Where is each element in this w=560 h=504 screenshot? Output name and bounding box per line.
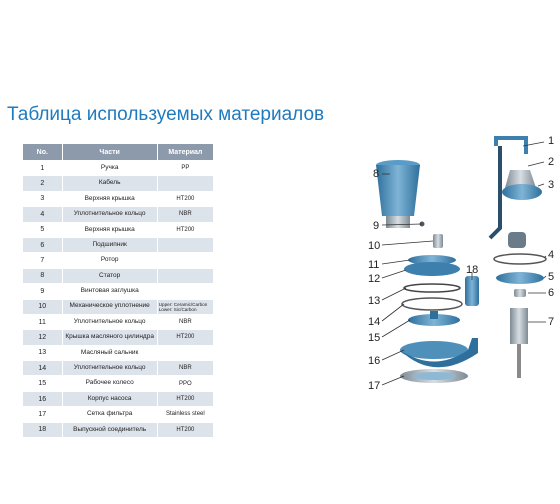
row-number: 15 xyxy=(23,376,63,391)
callout-17: 17 xyxy=(368,380,381,392)
row-number: 8 xyxy=(23,268,63,283)
callout-9: 9 xyxy=(373,220,380,232)
callout-12: 12 xyxy=(368,273,381,285)
table-row xyxy=(23,361,214,376)
row-part: Винтовая заглушка xyxy=(62,284,157,299)
part-5-top-cover xyxy=(496,272,544,284)
callout-3: 3 xyxy=(548,179,555,191)
row-part: Верхняя крышка xyxy=(62,191,157,206)
row-number: 6 xyxy=(23,237,63,252)
row-material: NBR xyxy=(157,361,213,376)
table-row xyxy=(23,391,214,406)
header-no: No. xyxy=(23,144,63,161)
table-row xyxy=(23,422,214,437)
row-number: 17 xyxy=(23,407,63,422)
table-row xyxy=(23,253,214,268)
header-material: Материал xyxy=(157,144,213,161)
row-part: Верхняя крышка xyxy=(62,222,157,237)
row-number: 5 xyxy=(23,222,63,237)
table-row xyxy=(23,207,214,222)
table-row xyxy=(23,191,214,206)
row-part: Рабочее колесо xyxy=(62,376,157,391)
row-part: Выпускной соединитель xyxy=(62,422,157,437)
callout-7: 7 xyxy=(548,316,555,328)
row-part: Ручка xyxy=(62,161,157,176)
row-part: Сетка фильтра xyxy=(62,407,157,422)
row-material: HT200 xyxy=(157,191,213,206)
part-8-stator-casing xyxy=(376,160,425,228)
table-row xyxy=(23,407,214,422)
row-material: HT200 xyxy=(157,422,213,437)
row-material xyxy=(157,176,213,191)
callout-1: 1 xyxy=(548,135,555,147)
callout-18: 18 xyxy=(466,264,479,276)
table-row xyxy=(23,345,214,360)
row-number: 2 xyxy=(23,176,63,191)
part-6-bearing xyxy=(514,289,526,297)
row-number: 4 xyxy=(23,207,63,222)
callout-8: 8 xyxy=(373,168,380,180)
row-number: 13 xyxy=(23,345,63,360)
row-part: Уплотнительное кольцо xyxy=(62,361,157,376)
table-row xyxy=(23,299,214,314)
table-row xyxy=(23,176,214,191)
callout-5: 5 xyxy=(548,271,555,283)
page-title: Таблица используемых материалов xyxy=(7,104,325,125)
table-row xyxy=(23,268,214,283)
row-number: 11 xyxy=(23,314,63,329)
callout-11: 11 xyxy=(368,259,380,271)
row-material: NBR xyxy=(157,207,213,222)
row-part: Механическое уплотнение xyxy=(62,299,157,314)
part-3-top-cover xyxy=(502,170,542,200)
callout-16: 16 xyxy=(368,355,381,367)
row-number: 1 xyxy=(23,161,63,176)
callout-4: 4 xyxy=(548,249,555,261)
part-motor xyxy=(508,232,526,248)
callout-15: 15 xyxy=(368,332,381,344)
callout-6: 6 xyxy=(548,287,555,299)
row-material: Upper: Ceramic/Carbon Lower: Sic/Carbon xyxy=(157,299,213,314)
row-number: 3 xyxy=(23,191,63,206)
part-7-rotor xyxy=(510,308,528,378)
row-part: Подшипник xyxy=(62,237,157,252)
table-row xyxy=(23,161,214,176)
row-material: Stainless steel xyxy=(157,407,213,422)
row-part: Уплотнительное кольцо xyxy=(62,314,157,329)
part-14-o-ring xyxy=(402,298,462,310)
row-material xyxy=(157,237,213,252)
row-number: 9 xyxy=(23,284,63,299)
row-part: Ротор xyxy=(62,253,157,268)
part-10-seal xyxy=(433,234,443,248)
row-number: 12 xyxy=(23,330,63,345)
part-15-impeller xyxy=(408,311,460,326)
part-13-oil-seal xyxy=(404,284,460,292)
row-number: 18 xyxy=(23,422,63,437)
row-part: Кабель xyxy=(62,176,157,191)
table-row xyxy=(23,284,214,299)
row-material: PP xyxy=(157,161,213,176)
callout-13: 13 xyxy=(368,295,381,307)
callout-10: 10 xyxy=(368,240,381,252)
part-18-outlet xyxy=(465,276,479,306)
pump-exploded-diagram xyxy=(360,128,560,398)
row-material: PPO xyxy=(157,376,213,391)
row-material xyxy=(157,253,213,268)
row-number: 16 xyxy=(23,391,63,406)
row-number: 14 xyxy=(23,361,63,376)
row-part: Уплотнительное кольцо xyxy=(62,207,157,222)
materials-table xyxy=(22,143,214,438)
row-material xyxy=(157,345,213,360)
table-header-row xyxy=(23,144,214,161)
table-row xyxy=(23,237,214,252)
table-row xyxy=(23,222,214,237)
row-part: Масляный сальник xyxy=(62,345,157,360)
callout-2: 2 xyxy=(548,156,555,168)
part-17-filter xyxy=(400,369,468,383)
row-material xyxy=(157,284,213,299)
row-material: HT200 xyxy=(157,391,213,406)
callout-14: 14 xyxy=(368,316,381,328)
table-row xyxy=(23,314,214,329)
row-part: Статор xyxy=(62,268,157,283)
row-part: Корпус насоса xyxy=(62,391,157,406)
table-row xyxy=(23,330,214,345)
row-part: Крышка масляного цилиндра xyxy=(62,330,157,345)
part-2-cable xyxy=(490,146,500,238)
row-material xyxy=(157,268,213,283)
part-12-oil-cover xyxy=(404,255,460,276)
header-part: Части xyxy=(62,144,157,161)
row-material: HT200 xyxy=(157,222,213,237)
table-row xyxy=(23,376,214,391)
row-material: HT200 xyxy=(157,330,213,345)
row-number: 7 xyxy=(23,253,63,268)
part-16-pump-body xyxy=(400,338,478,367)
part-4-o-ring xyxy=(494,254,546,264)
row-material: NBR xyxy=(157,314,213,329)
row-number: 10 xyxy=(23,299,63,314)
